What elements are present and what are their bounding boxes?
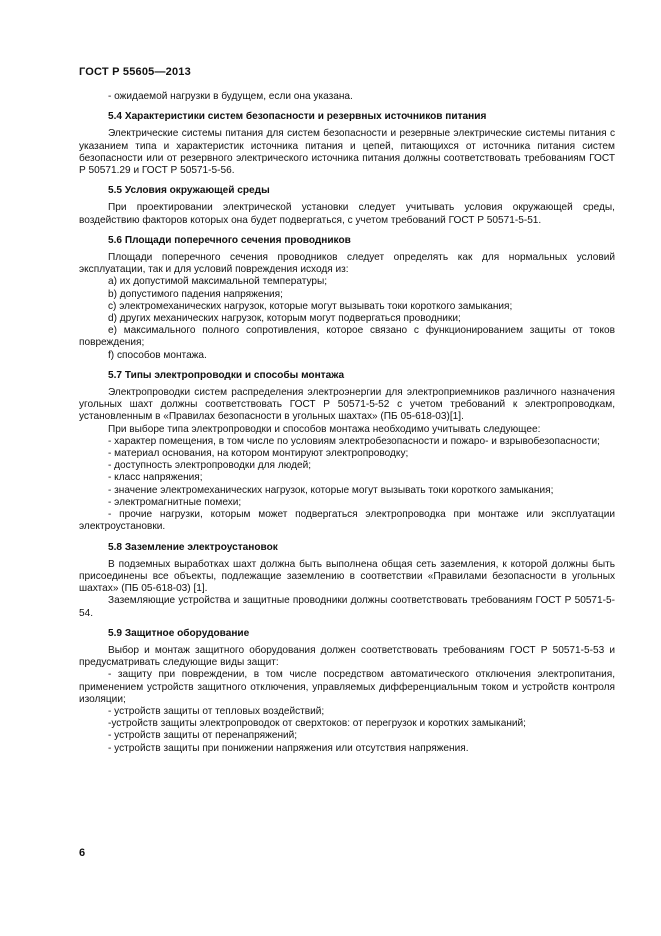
paragraph: c) электромеханических нагрузок, которые могут вызывать токи короткого замыкания; [108,300,513,312]
paragraph: - класс напряжения; [108,472,203,484]
paragraph: - доступность электропроводки для людей; [108,460,312,472]
paragraph: - прочие нагрузки, которым может подвергаться электропроводка при монтаже или эксплуатации электроустановки. [79,509,615,533]
paragraph: Выбор и монтаж защитного оборудования должен соответствовать требованиям ГОСТ Р 50571-5-53 и предусматривать следующие виды защит: [79,644,615,669]
paragraph: - устройств защиты от перенапряжений; [108,730,298,742]
paragraph: а) их допустимой максимальной температуры; [108,276,328,288]
section-heading: 5.9 Защитное оборудование [108,627,250,639]
paragraph: - электромагнитные помехи; [108,496,242,508]
page-number: 6 [79,847,86,859]
paragraph: -устройств защиты электропроводок от сверхтоков: от перегрузок и коротких замыканий; [108,718,526,730]
section-heading: 5.4 Характеристики систем безопасности и резервных источников питания [108,111,487,123]
paragraph: e) максимального полного сопротивления, которое связано с функционированием защиты от токов повреждения; [79,325,615,349]
paragraph: При выборе типа электропроводки и способов монтажа необходимо учитывать следующее: [108,423,541,435]
paragraph: Заземляющие устройства и защитные проводники должны соответствовать требованиям ГОСТ Р 50571-5-54. [79,595,615,619]
paragraph: b) допустимого падения напряжения; [108,288,283,300]
paragraph: - характер помещения, в том числе по условиям электробезопасности и пожаро- и взрывобезопасности; [108,435,600,447]
paragraph: Электропроводки систем распределения электроэнергии для электроприемников различного назначения угольных шахт должны соответствовать ГОСТ Р 50571-5-52 с учетом требований к электропроводкам, установленным в «Правилах безопасности в угольных шахтах» (ПБ 05-618-03)[1]. [79,387,615,423]
document-body [79,91,615,755]
paragraph: Площади поперечного сечения проводников следует определять как для нормальных условий эксплуатации, так и для условий повреждения исходя из: [79,252,615,276]
section-heading: 5.5 Условия окружающей среды [108,185,270,197]
paragraph: Электрические системы питания для систем безопасности и резервные электрические системы питания с указанием типа и характеристик источника питания и цепей, питающихся от источника питания систем безопасности или от резервного электрического источника питания должны соответствовать требованиям ГОСТ Р 50571.29 и ГОСТ Р 50571-5-56. [79,128,615,177]
paragraph: В подземных выработках шахт должна быть выполнена общая сеть заземления, к которой должны быть присоединены все объекты, подлежащие заземлению в соответствии «Правилами безопасности в угольных шахтах» (ПБ 05-618-03) [1]. [79,558,615,595]
paragraph: - ожидаемой нагрузки в будущем, если она указана. [108,91,353,102]
paragraph: d) других механических нагрузок, которым могут подвергаться проводники; [108,313,461,325]
paragraph: - материал основания, на котором монтируют электропроводку; [108,448,409,460]
paragraph: - устройств защиты при понижении напряжения или отсутствия напряжения. [108,742,469,754]
paragraph: - устройств защиты от тепловых воздействий; [108,705,325,717]
paragraph: f) способов монтажа. [108,349,207,361]
section-heading: 5.8 Заземление электроустановок [108,541,278,553]
document-code-header: ГОСТ Р 55605—2013 [79,66,191,78]
paragraph: - защиту при повреждении, в том числе посредством автоматического отключения электропитания, применением устройств защитного отключения, управляемых дифференциальным током и устройств контроля изоляции; [79,669,615,705]
section-heading: 5.6 Площади поперечного сечения проводников [108,234,351,246]
paragraph: - значение электромеханических нагрузок, которые могут вызывать токи короткого замыкания; [108,484,554,496]
paragraph: При проектировании электрической установки следует учитывать условия окружающей среды, воздействию факторов которых она будет подвергаться, с учетом требований ГОСТ Р 50571-5-51. [79,202,615,226]
section-heading: 5.7 Типы электропроводки и способы монтажа [108,369,345,381]
